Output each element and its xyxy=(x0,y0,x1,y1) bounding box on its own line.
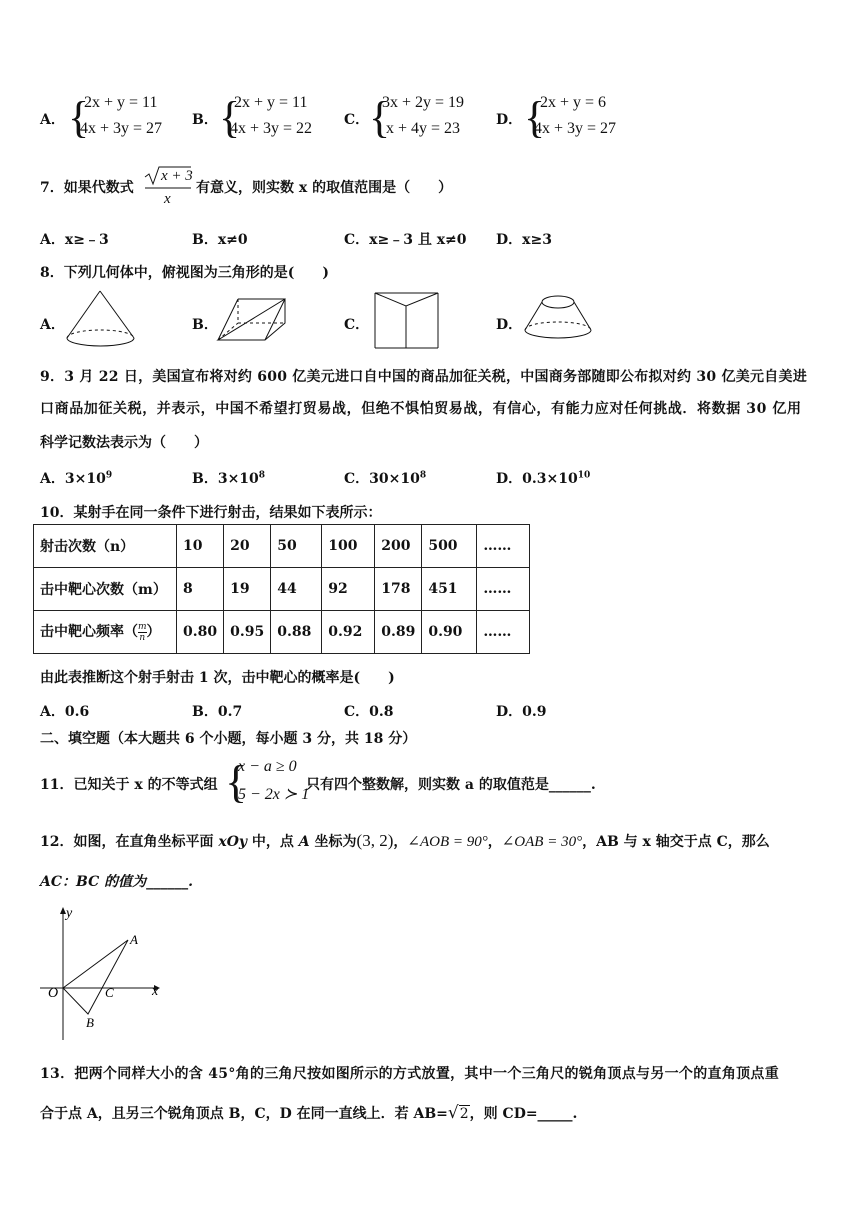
table-row xyxy=(34,611,530,654)
table-cell: 200 xyxy=(375,525,422,568)
q6-option-d-eq2: 4x + 3y = 27 xyxy=(534,120,617,137)
q7-option-c: C．x≥﹣3 且 x≠0 xyxy=(344,232,467,248)
label-y: y xyxy=(66,906,73,921)
q10-after-text: 由此表推断这个射手射击 1 次，击中靶心的概率是( ) xyxy=(40,670,395,686)
q8-option-b-label: B． xyxy=(192,317,218,333)
q6-option-b-eq1: 2x + y = 11 xyxy=(234,94,308,111)
label-b: B xyxy=(86,1015,94,1030)
q9-line1: 9．3 月 22 日，美国宣布将对约 600 亿美元进口自中国的商品加征关税，中国商务部随即公布拟对约 30 亿美元自美进 xyxy=(40,369,808,385)
q11-inequality-1: x − a ≥ 0 xyxy=(238,758,297,775)
q10-option-c: C．0.8 xyxy=(344,704,394,720)
q9-line2: 口商品加征关税，并表示，中国不希望打贸易战，但绝不惧怕贸易战，有信心，有能力应对任何挑战．将数据 30 亿用 xyxy=(40,401,802,417)
q6-option-a-label: A． xyxy=(40,112,65,128)
q11-inequality-2: 5 − 2x ≻ 1 xyxy=(238,786,310,803)
q6-option-b-eq2: 4x + 3y = 22 xyxy=(230,120,313,137)
q6-option-c-eq1: 3x + 2y = 19 xyxy=(382,94,465,111)
q6-option-d-label: D． xyxy=(496,112,523,128)
q9-option-a: A．$3\times 10^9$ xyxy=(40,470,113,487)
table-cell: 50 xyxy=(271,525,322,568)
table-cell: 0.89 xyxy=(375,611,422,654)
q7-option-b: B．x≠0 xyxy=(192,232,248,248)
table-cell: 19 xyxy=(224,568,271,611)
q7-option-d: D．x≥3 xyxy=(496,232,552,248)
q9-option-d: D．$0.3\times 10^{10}$ xyxy=(496,470,591,487)
table-cell: 0.88 xyxy=(271,611,322,654)
q7-fraction xyxy=(143,164,193,210)
table-cell: 44 xyxy=(271,568,322,611)
brace-icon: { xyxy=(68,93,90,142)
brace-icon: { xyxy=(369,93,391,142)
table-cell: …… xyxy=(477,568,530,611)
q9-line3: 科学记数法表示为（ ） xyxy=(40,435,208,451)
table-cell: 0.90 xyxy=(422,611,477,654)
label-a: A xyxy=(130,932,138,947)
label-o: O xyxy=(48,986,59,1001)
q7-suffix: 有意义，则实数 x 的取值范围是（ ） xyxy=(196,180,453,196)
coordinate-figure xyxy=(36,900,166,1040)
q13-line1: 13．把两个同样大小的含 45°角的三角尺按如图所示的方式放置，其中一个三角尺的锐角顶点与另一个的直角顶点重 xyxy=(40,1066,780,1082)
q10-text: 10．某射手在同一条件下进行射击，结果如下表所示： xyxy=(40,505,382,521)
label-x: x xyxy=(152,984,159,999)
table-cell: 8 xyxy=(177,568,224,611)
q12-line1: 12．如图，在直角坐标平面 xOy 中，点 A 坐标为(3, 2)，∠AOB = 90°，∠OAB = 30°，AB 与 x 轴交于点 C，那么 xyxy=(40,831,770,850)
q6-option-a-eq1: 2x + y = 11 xyxy=(84,94,158,111)
frustum-icon xyxy=(522,292,594,344)
section-heading: 二、填空题（本大题共 6 个小题，每小题 3 分，共 18 分） xyxy=(40,731,417,747)
q8-text: 8．下列几何体中，俯视图为三角形的是( ) xyxy=(40,265,329,281)
q7-denominator: x xyxy=(164,191,171,207)
table-cell: 20 xyxy=(224,525,271,568)
q9-option-c: C．$30\times 10^8$ xyxy=(344,470,427,487)
q10-option-b: B．0.7 xyxy=(192,704,243,720)
q8-option-d-label: D． xyxy=(496,317,523,333)
table-row-header: 击中靶心次数（m） xyxy=(34,568,177,611)
q6-option-c-label: C． xyxy=(344,112,370,128)
q11-suffix: 只有四个整数解，则实数 a 的取值范是______. xyxy=(306,777,596,793)
label-c: C xyxy=(105,985,114,1000)
triangle-aob xyxy=(63,940,128,1014)
table-cell: 0.92 xyxy=(322,611,375,654)
q8-option-a-label: A． xyxy=(40,317,65,333)
frequency-fraction: $\frac{m}{n}$ xyxy=(138,621,147,643)
cone-icon xyxy=(64,288,138,354)
table-row-header: 射击次数（n） xyxy=(34,525,177,568)
q9-option-b: B．$3\times 10^8$ xyxy=(192,470,266,487)
brace-icon: { xyxy=(225,756,248,807)
sqrt-icon: √2 xyxy=(447,1103,469,1123)
q10-option-d: D．0.9 xyxy=(496,704,547,720)
q7-option-a: A．x≥﹣3 xyxy=(40,232,109,248)
table-cell: 0.95 xyxy=(224,611,271,654)
brace-icon: { xyxy=(219,93,241,142)
table-row-header: 击中靶心频率（ $\frac{m}{n}$ ） xyxy=(34,611,177,654)
table-row xyxy=(34,568,530,611)
q12-line2: AC：BC 的值为______. xyxy=(40,874,193,890)
q6-option-a-eq2: 4x + 3y = 27 xyxy=(80,120,163,137)
upright-triangular-prism-icon xyxy=(372,288,442,352)
triangular-prism-icon xyxy=(215,296,291,346)
table-cell: 451 xyxy=(422,568,477,611)
table-cell: 92 xyxy=(322,568,375,611)
table-cell: 178 xyxy=(375,568,422,611)
q6-option-c-eq2: x + 4y = 23 xyxy=(386,120,461,137)
table-cell: 500 xyxy=(422,525,477,568)
table-row xyxy=(34,525,530,568)
q11-prefix: 11．已知关于 x 的不等式组 xyxy=(40,777,218,793)
q7-numerator: x + 3 xyxy=(161,168,193,184)
table-cell: …… xyxy=(477,525,530,568)
q6-option-b-label: B． xyxy=(192,112,218,128)
table-cell: 10 xyxy=(177,525,224,568)
table-cell: 100 xyxy=(322,525,375,568)
q10-option-a: A．0.6 xyxy=(40,704,90,720)
q6-option-d-eq1: 2x + y = 6 xyxy=(540,94,607,111)
brace-icon: { xyxy=(524,93,546,142)
table-cell: 0.80 xyxy=(177,611,224,654)
frequency-table xyxy=(33,524,530,654)
table-cell: …… xyxy=(477,611,530,654)
q13-line2: 合于点 A，且另三个锐角顶点 B，C，D 在同一直线上．若 AB=√2，则 CD=_____. xyxy=(40,1103,578,1123)
q8-option-c-label: C． xyxy=(344,317,370,333)
q7-prefix: 7．如果代数式 xyxy=(40,180,134,196)
